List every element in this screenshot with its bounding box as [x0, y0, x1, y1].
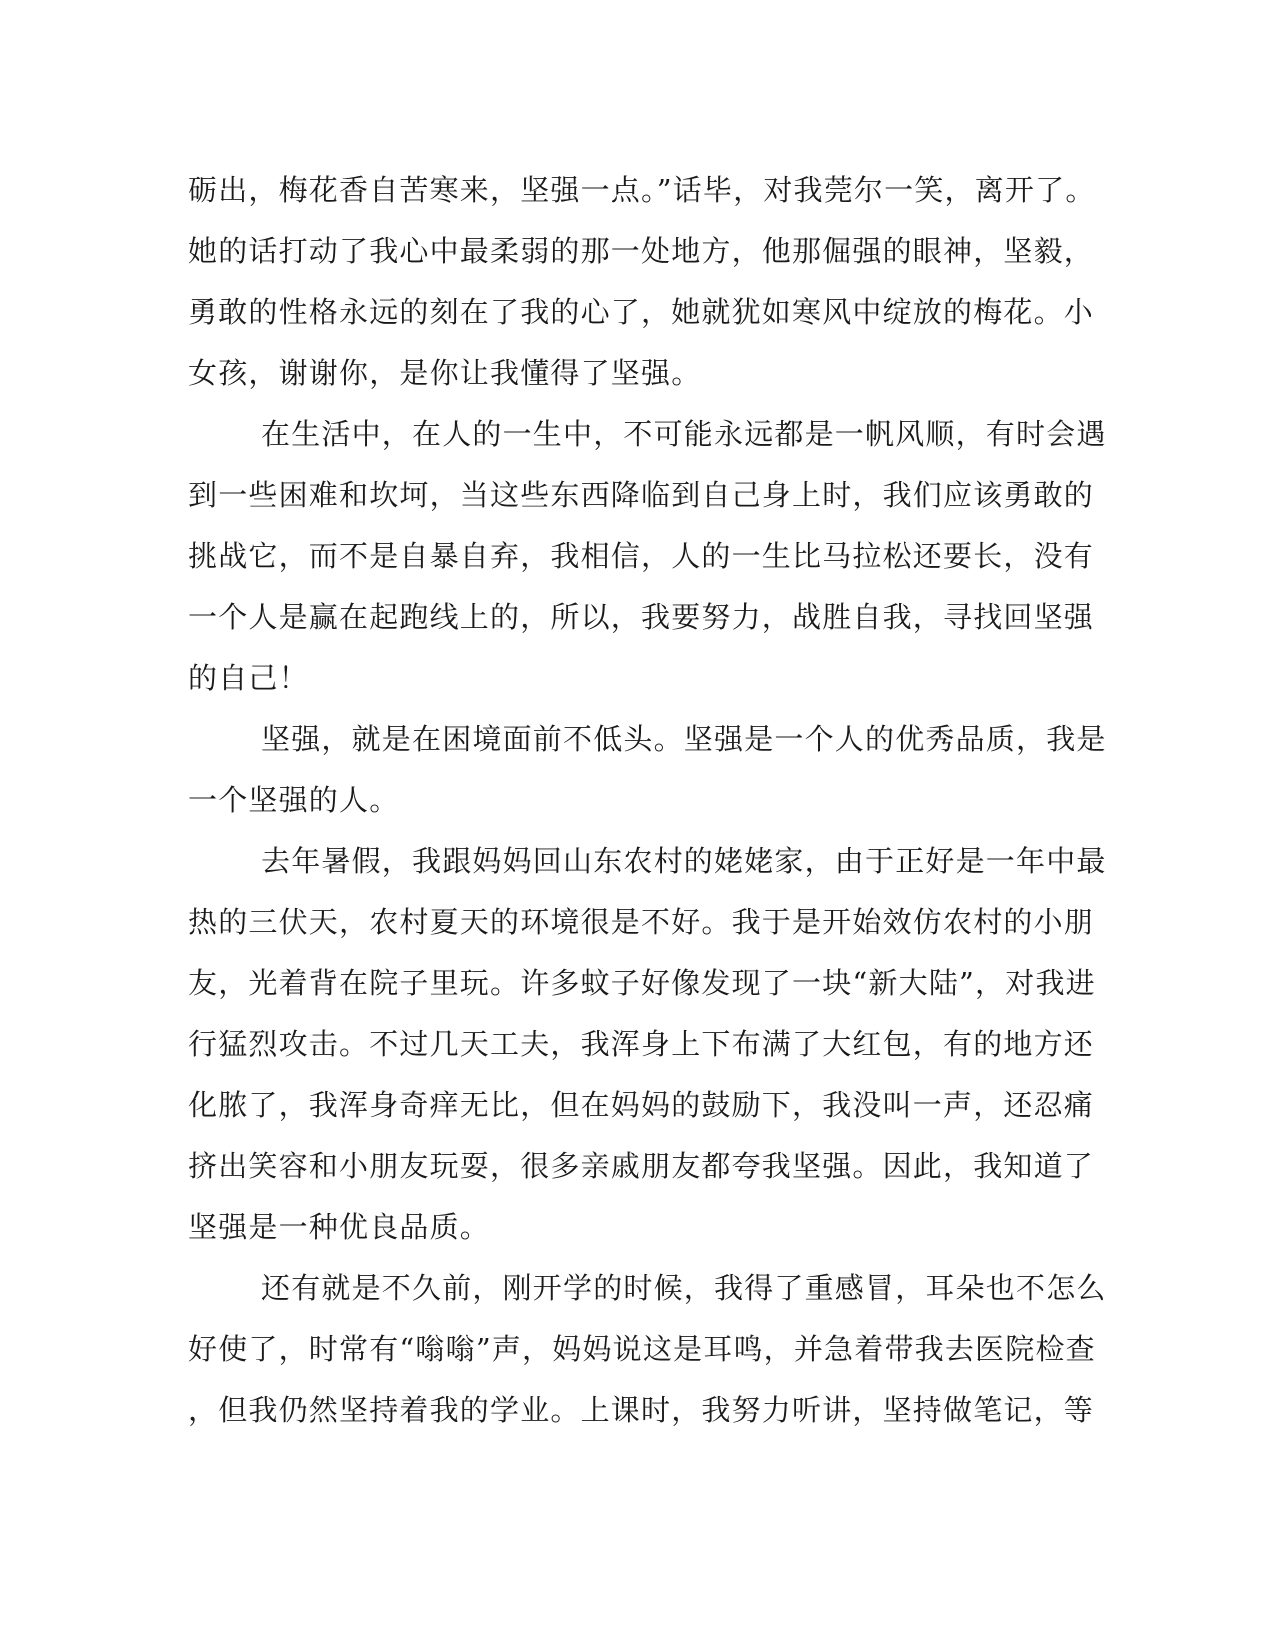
document-body — [188, 160, 1107, 1441]
text-line: 友，光着背在院子里玩。许多蚊子好像发现了一块“新大陆”，对我进 — [188, 966, 1096, 1000]
text-line: 到一些困难和坎坷，当这些东西降临到自己身上时，我们应该勇敢的 — [188, 478, 1095, 512]
text-line: 化脓了，我浑身奇痒无比，但在妈妈的鼓励下，我没叫一声，还忍痛 — [188, 1088, 1095, 1122]
text-line: 去年暑假，我跟妈妈回山东农村的姥姥家，由于正好是一年中最 — [261, 844, 1107, 878]
text-line: 女孩，谢谢你，是你让我懂得了坚强。 — [188, 356, 702, 390]
text-line: 还有就是不久前，刚开学的时候，我得了重感冒，耳朵也不怎么 — [261, 1271, 1107, 1305]
text-line: 行猛烈攻击。不过几天工夫，我浑身上下布满了大红包，有的地方还 — [188, 1027, 1095, 1061]
paragraph — [188, 160, 1096, 404]
text-line: 好使了，时常有“嗡嗡”声，妈妈说这是耳鸣，并急着带我去医院检查 — [188, 1332, 1096, 1366]
text-line: 勇敢的性格永远的刻在了我的心了，她就犹如寒风中绽放的梅花。小 — [188, 295, 1095, 329]
text-line: 坚强是一种优良品质。 — [188, 1210, 491, 1244]
text-line: 一个人是赢在起跑线上的，所以，我要努力，战胜自我，寻找回坚强 — [188, 600, 1095, 634]
text-line: 挑战它，而不是自暴自弃，我相信，人的一生比马拉松还要长，没有 — [188, 539, 1095, 573]
paragraph — [188, 709, 1107, 831]
text-line: 一个坚强的人。 — [188, 783, 400, 817]
paragraph — [188, 1258, 1107, 1441]
text-line: 在生活中，在人的一生中，不可能永远都是一帆风顺，有时会遇 — [261, 417, 1107, 451]
text-line: 她的话打动了我心中最柔弱的那一处地方，他那倔强的眼神，坚毅， — [188, 234, 1095, 268]
text-line: 砺出，梅花香自苦寒来，坚强一点。”话毕，对我莞尔一笑，离开了。 — [188, 173, 1096, 207]
text-line: 的自己！ — [188, 661, 309, 695]
text-line: ，但我仍然坚持着我的学业。上课时，我努力听讲，坚持做笔记，等 — [188, 1393, 1095, 1427]
text-line: 挤出笑容和小朋友玩耍，很多亲戚朋友都夸我坚强。因此，我知道了 — [188, 1149, 1095, 1183]
paragraph — [188, 831, 1107, 1258]
text-line: 坚强，就是在困境面前不低头。坚强是一个人的优秀品质，我是 — [261, 722, 1107, 756]
text-line: 热的三伏天，农村夏天的环境很是不好。我于是开始效仿农村的小朋 — [188, 905, 1095, 939]
paragraph — [188, 404, 1107, 709]
